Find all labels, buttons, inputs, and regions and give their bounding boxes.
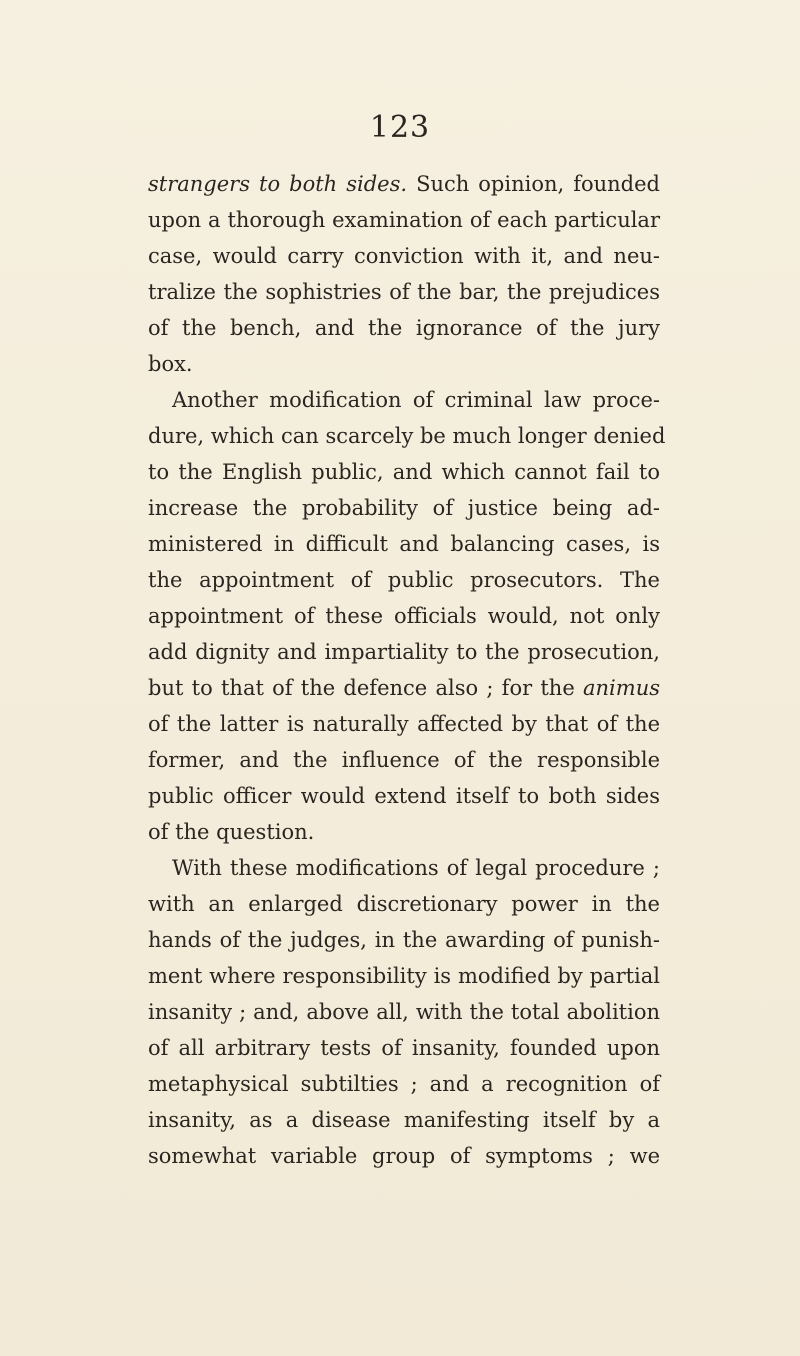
text-line: the appointment of public prosecutors. The [148, 568, 660, 592]
text-line: add dignity and impartiality to the prosecution, [148, 640, 660, 664]
text-line: With these modifications of legal procedure ; [172, 856, 660, 880]
text-line: of all arbitrary tests of insanity, founded upon [148, 1036, 660, 1060]
text-line: upon a thorough examination of each particular [148, 208, 660, 232]
text-line: with an enlarged discretionary power in the [148, 892, 660, 916]
text-line: dure, which can scarcely be much longer denied [148, 424, 666, 448]
text-line: appointment of these officials would, not only [148, 604, 660, 628]
text-line: case, would carry conviction with it, and neu- [148, 244, 660, 268]
text-line: of the question. [148, 820, 315, 844]
text-line: of the bench, and the ignorance of the jury [148, 316, 660, 340]
text-line: box. [148, 352, 193, 376]
text-line: Another modification of criminal law proce- [172, 388, 660, 412]
text-line: tralize the sophistries of the bar, the prejudices [148, 280, 660, 304]
paragraph-3 [148, 850, 660, 1174]
text-line: of the latter is naturally affected by that of the [148, 712, 660, 736]
text-line: ment where responsibility is modified by partial [148, 964, 660, 988]
text-line: insanity ; and, above all, with the total abolition [148, 1000, 660, 1024]
text-line: public officer would extend itself to both sides [148, 784, 660, 808]
italic-word: animus [583, 676, 660, 700]
page-number: 123 [369, 110, 431, 145]
text-line: former, and the influence of the responsible [148, 748, 660, 772]
text-line: but to that of the defence also ; for the animus [148, 676, 660, 700]
body-text [148, 166, 666, 1174]
text-line: strangers to both sides. Such opinion, founded [148, 172, 660, 196]
text-line: increase the probability of justice being ad- [148, 496, 660, 520]
text-line: somewhat variable group of symptoms ; we [148, 1144, 660, 1168]
paragraph-2 [148, 382, 666, 850]
text-line: hands of the judges, in the awarding of punish- [148, 928, 660, 952]
paragraph-1 [148, 166, 660, 382]
italic-phrase: strangers to both sides. [148, 172, 408, 196]
text-line: metaphysical subtilties ; and a recognition of [148, 1072, 660, 1096]
text-line: insanity, as a disease manifesting itself by a [148, 1108, 660, 1132]
text-line: to the English public, and which cannot fail to [148, 460, 660, 484]
text-line: ministered in difficult and balancing cases, is [148, 532, 660, 556]
